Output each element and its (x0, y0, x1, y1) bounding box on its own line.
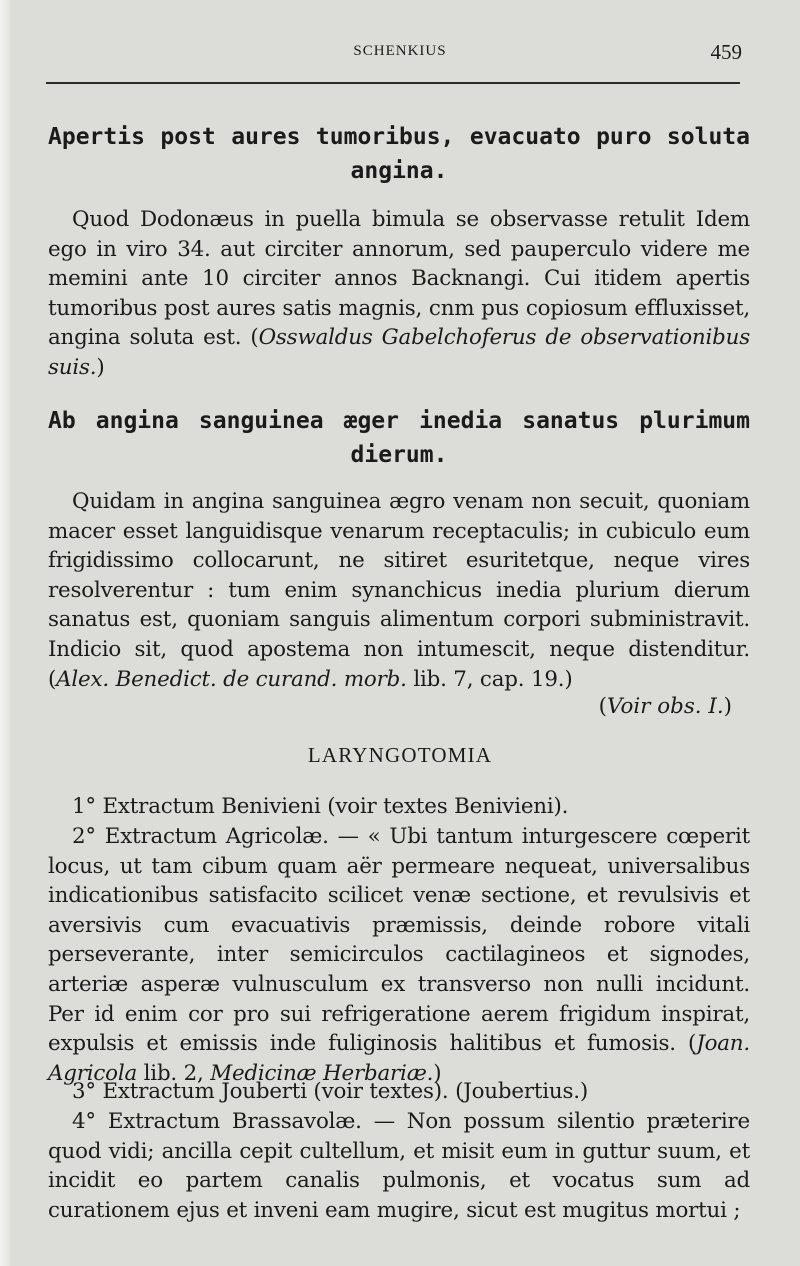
item-text: 3° Extractum Jouberti (voir textes). (Joubertius.) (72, 1079, 588, 1104)
header-rule (46, 82, 740, 84)
paragraph-text: Quidam in angina sanguinea ægro venam non secuit, quoniam macer esset languidisque venarum receptaculis; in cubiculo eum frigidissimo collocarunt, ne sitiret esuritetque, neque vires resolverentur : tum enim synanchicus inedia plurium dierum sanatus est, quoniam sanguis alimentum corpori subministravit. Indicio sit, quod apostema non intumescit, neque distenditur. ( (48, 489, 750, 692)
paragraph-close: ) (96, 354, 105, 380)
ref-italic: Voir obs. I. (607, 694, 724, 719)
section-heading-ab-angina: Ab angina sanguinea æger inedia sanatus plurimum dierum. (48, 408, 750, 468)
citation-close: ) (433, 1060, 442, 1086)
citation-work: Medicinæ Herbariæ. (210, 1060, 434, 1086)
citation-author: Joan. Agricola (48, 1031, 750, 1086)
section-heading-apertis: Apertis post aures tumoribus, evacuato puro soluta angina. (48, 124, 750, 184)
citation-mid: lib. 2, (137, 1060, 211, 1086)
citation: Alex. Benedict. de curand. morb. (56, 666, 407, 692)
citation: Osswaldus Gabelchoferus de observationibus suis. (48, 325, 750, 380)
citation-tail: lib. 7, cap. 19.) (406, 666, 573, 692)
book-page (44, 0, 756, 1266)
page-number: 459 (710, 40, 742, 64)
item-benivieni (48, 792, 750, 822)
section-title-laryngotomia: LARYNGOTOMIA (307, 743, 493, 767)
item-text: 2° Extractum Agricolæ. — « Ubi tantum inturgescere cœperit locus, ut tam cibum quam aër permeare nequeat, universalibus indicationibus satisfacito scilicet venæ sectione, et revulsivis et aversivis cum evacuativis præmissis, deinde robore vitali perseverante, inter semicirculos cactilagineos et signodes, arteriæ asperæ vulnusculum ex transverso non nulli incidunt. Per id enim cor pro sui refrigeratione aerem frigidum inspirat, expulsis et emissis inde fuliginosis halitibus et fumosis. ( (48, 824, 750, 1057)
reference-voir-obs (599, 694, 732, 719)
ref-open: ( (598, 694, 608, 719)
item-agricolae (48, 822, 750, 1088)
paragraph-text: Quod Dodonæus in puella bimula se observasse retulit Idem ego in viro 34. aut circiter annorum, sed pauperculo videre me memini ante 10 circiter annos Backnangi. Cui itidem apertis tumoribus post aures satis magnis, cnm pus copiosum effluxisset, angina soluta est. ( (48, 207, 750, 351)
item-brassavolae (48, 1107, 750, 1225)
paragraph-quidam (48, 487, 750, 694)
running-head (44, 40, 756, 64)
running-title: SCHENKIUS (353, 43, 447, 59)
item-text: 1° Extractum Benivieni (voir textes Benivieni). (72, 794, 569, 819)
page-edge (0, 0, 10, 1266)
item-jouberti (48, 1077, 750, 1107)
item-text: 4° Extractum Brassavolæ. — Non possum silentio præterire quod vidi; ancilla cepit cultellum, et misit eum in guttur suum, et incidit eo partem canalis pulmonis, et vocatus sum ad curationem ejus et inveni eam mugire, sicut est mugitus mortui ; (48, 1109, 750, 1223)
paragraph-dodonaeus (48, 205, 750, 383)
ref-close: ) (723, 694, 732, 719)
